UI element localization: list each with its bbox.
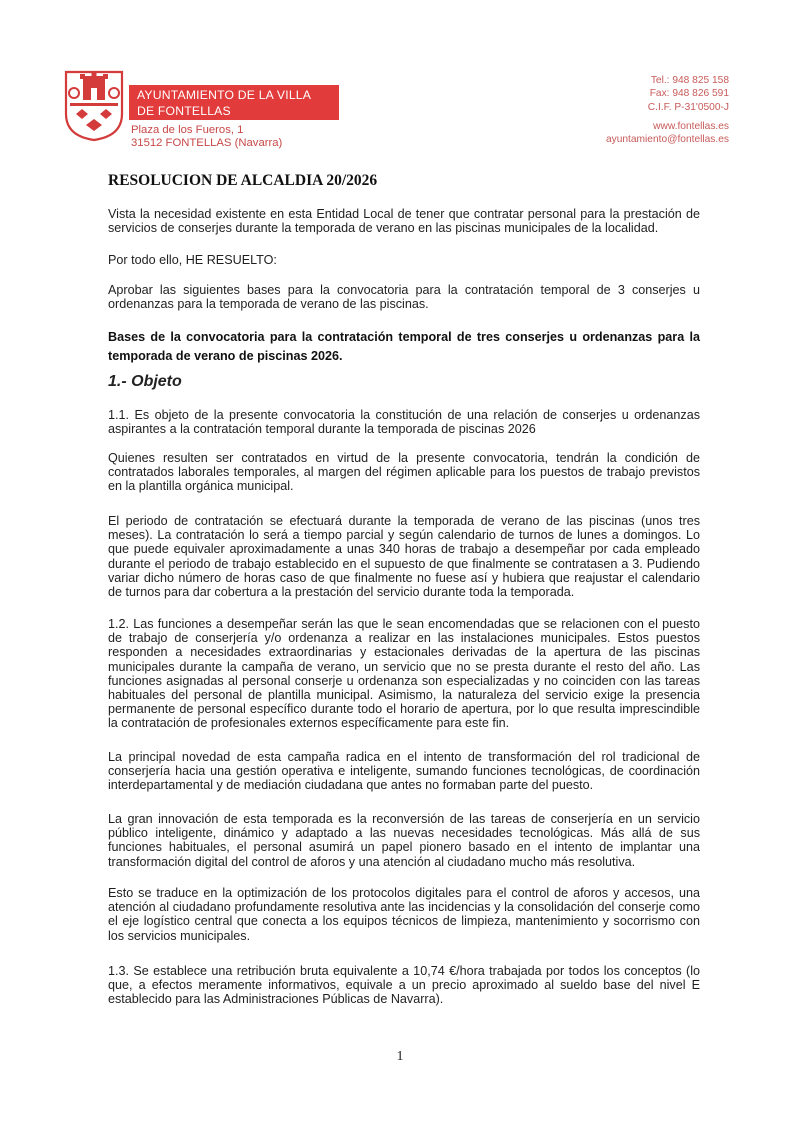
address-line2: 31512 FONTELLAS (Navarra) — [131, 137, 283, 149]
organization-name-line2: DE FONTELLAS — [137, 104, 231, 118]
intro-paragraph: Vista la necesidad existente en esta Entidad Local de tener que contratar personal para la prestación de servicios de conserjes durante la temporada de verano en las piscinas municipales de la localidad. — [108, 207, 700, 236]
section-heading-objeto: 1.- Objeto — [108, 373, 182, 390]
bases-heading: Bases de la convocatoria para la contratación temporal de tres conserjes u ordenanzas para la temporada de verano de piscinas 2026. — [108, 330, 700, 363]
paragraph-traduce: Esto se traduce en la optimización de los protocolos digitales para el control de aforos y accesos, una atención al ciudadano profundamente resolutiva ante las incidencias y la consolidación del conserje como el eje logístico central que conecta a los equipos técnicos de limpieza, mantenimiento y socorrismo con los servicios municipales. — [108, 886, 700, 943]
fax-number: Fax: 948 826 591 — [649, 88, 729, 99]
paragraph-novedad: La principal novedad de esta campaña radica en el intento de transformación del rol tradicional de conserjería hacia una gestión operativa e inteligente, sumando funciones tecnológicas, de coordinación interdepartamental y de mediación ciudadana que antes no formaban parte del puesto. — [108, 750, 700, 793]
address-line1: Plaza de los Fueros, 1 — [131, 124, 244, 136]
organization-name-box — [129, 85, 339, 120]
email-link[interactable]: ayuntamiento@fontellas.es — [605, 134, 729, 145]
paragraph-quienes: Quienes resulten ser contratados en virtud de la presente convocatoria, tendrán la condición de contratados laborales temporales, al margen del régimen aplicable para los puestos de trabajo previstos en la plantilla orgánica municipal. — [108, 451, 700, 494]
phone-number: Tel.: 948 825 158 — [650, 75, 729, 86]
paragraph-1-2: 1.2. Las funciones a desempeñar serán las que le sean encomendadas que se relacionen con el puesto de trabajo de conserjería y/o ordenanza a realizar en las instalaciones municipales. Estos puestos responden a necesidades extraordinarias y estacionales derivadas de la apertura de las piscinas municipales durante la campaña de verano, un servicio que no se presta durante el resto del año. Las funciones asignadas al personal conserje u ordenanza son especializadas y no coinciden con las tareas habituales del personal de plantilla municipal. Asimismo, la naturaleza del servicio exige la presencia permanente de personal específico durante todo el horario de apertura, por lo que resulta imprescindible la contratación de profesionales externos específicamente para este fin. — [108, 617, 700, 731]
resolve-paragraph: Por todo ello, HE RESUELTO: — [108, 253, 277, 267]
document-title: RESOLUCION DE ALCALDIA 20/2026 — [108, 172, 378, 189]
organization-name-line1: AYUNTAMIENTO DE LA VILLA — [137, 88, 312, 102]
page-number: 1 — [396, 1049, 404, 1064]
cif-number: C.I.F. P-31'0500-J — [647, 102, 729, 113]
paragraph-periodo: El periodo de contratación se efectuará durante la temporada de verano de las piscinas (unos tres meses). La contratación lo será a tiempo parcial y según calendario de turnos de lunes a domingos. Lo que puede equivaler aproximadamente a unas 340 horas de trabajo a desempeñar por cada empleado durante el periodo de trabajo establecido en el supuesto de que finalmente se contratasen a 3. Pudiendo variar dicho número de horas caso de que finalmente no fuese así y hubiera que reajustar el calendario de turnos para dar cobertura a la prestación del servicio durante toda la temporada. — [108, 514, 700, 600]
coat-of-arms-icon — [64, 70, 124, 142]
website-link[interactable]: www.fontellas.es — [653, 121, 729, 132]
approve-paragraph: Aprobar las siguientes bases para la convocatoria para la contratación temporal de 3 conserjes u ordenanzas para la temporada de verano de las piscinas. — [108, 283, 700, 312]
paragraph-1-3: 1.3. Se establece una retribución bruta equivalente a 10,74 €/hora trabajada por todos los conceptos (lo que, a efectos meramente informativos, equivale a un precio aproximado al sueldo base del nivel E establecido para las Administraciones Públicas de Navarra). — [108, 964, 700, 1007]
paragraph-1-1: 1.1. Es objeto de la presente convocatoria la constitución de una relación de conserjes u ordenanzas aspirantes a la contratación temporal durante la temporada de piscinas 2026 — [108, 408, 700, 437]
paragraph-innovacion: La gran innovación de esta temporada es la reconversión de las tareas de conserjería en un servicio público inteligente, dinámico y adaptado a las nuevas necesidades tecnológicas. Más allá de sus funciones habituales, el personal asumirá un papel pionero basado en el intento de implantar una transformación digital del control de aforos y una atención al ciudadano mucho más resolutiva. — [108, 812, 700, 869]
